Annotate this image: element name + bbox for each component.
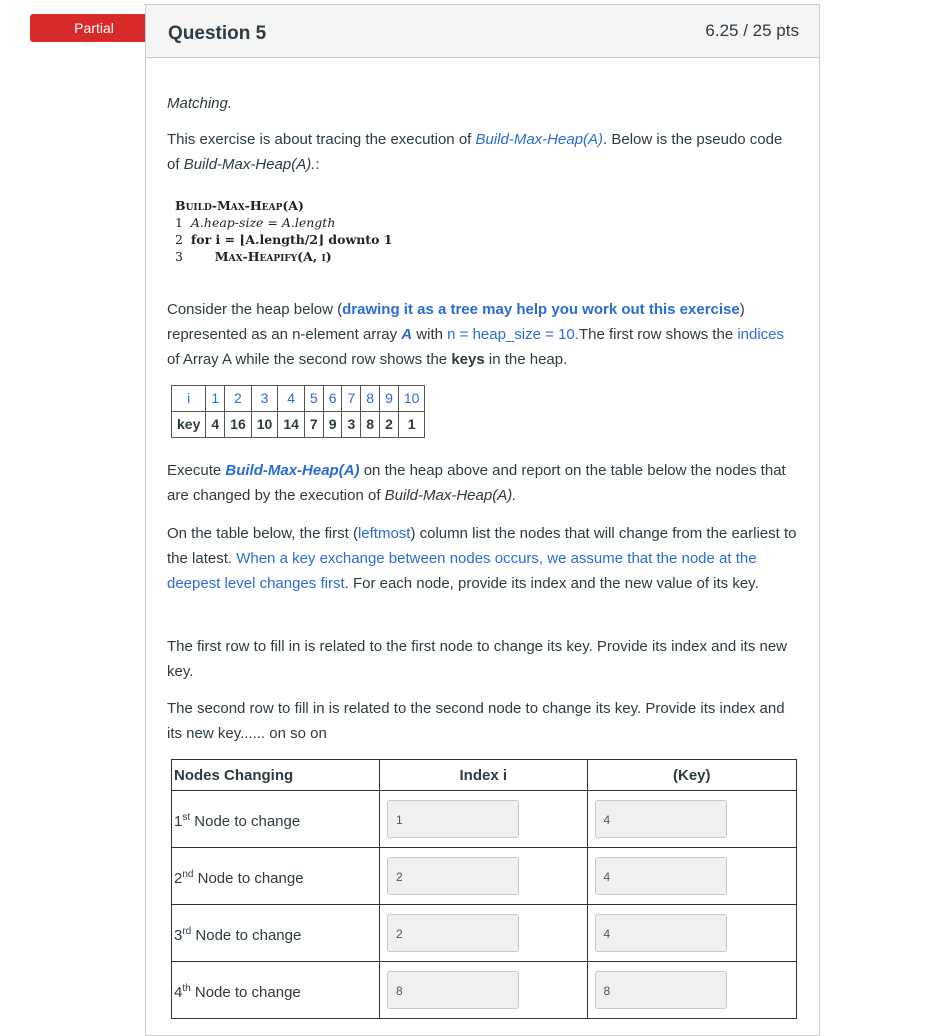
row-label: 3rd Node to change <box>172 905 380 962</box>
key-cell: 2 <box>380 412 399 438</box>
header-index: Index i <box>380 760 588 791</box>
answer-table <box>171 759 797 1019</box>
heap-index-row <box>172 386 425 412</box>
index-select[interactable]: 8 <box>387 971 519 1009</box>
ontable-paragraph: On the table below, the first (leftmost) column list the nodes that will change from the earliest to the latest. When a key exchange between nodes occurs, we assume that the node at the deepest level changes first. For each node, provide its index and the new value of its key. <box>167 525 797 592</box>
index-cell: 10 <box>398 386 425 412</box>
pseudocode-line: 2 for i = ⌊A.length/2⌋ downto 1 <box>175 232 393 247</box>
answer-row <box>172 791 797 848</box>
second-row-paragraph: The second row to fill in is related to the second node to change its key. Provide its index and its new key...... on so on <box>167 700 785 742</box>
key-select[interactable]: 8 <box>595 971 727 1009</box>
key-cell: 16 <box>225 412 252 438</box>
answer-row <box>172 962 797 1019</box>
index-label: i <box>172 386 206 412</box>
question-type: Matching. <box>167 95 233 112</box>
heap-key-row <box>172 412 425 438</box>
header-nodes-changing: Nodes Changing <box>172 760 380 791</box>
key-cell: 1 <box>398 412 425 438</box>
pseudocode-line: 1 A.heap-size = A.length <box>175 215 336 230</box>
index-select[interactable]: 2 <box>387 914 519 952</box>
key-cell: 14 <box>278 412 305 438</box>
key-cell: 7 <box>304 412 323 438</box>
key-select[interactable]: 4 <box>595 800 727 838</box>
intro-paragraph: This exercise is about tracing the execution of Build-Max-Heap(A). Below is the pseudo code of Build-Max-Heap(A).: <box>167 131 783 173</box>
index-cell: 4 <box>278 386 305 412</box>
first-row-paragraph: The first row to fill in is related to the first node to change its key. Provide its index and its new key. <box>167 638 788 680</box>
index-cell: 8 <box>361 386 380 412</box>
index-cell: 6 <box>323 386 342 412</box>
key-cell: 3 <box>342 412 361 438</box>
key-cell: 10 <box>251 412 278 438</box>
header-key: (Key) <box>587 760 796 791</box>
key-cell: 9 <box>323 412 342 438</box>
index-cell: 1 <box>206 386 225 412</box>
row-label: 1st Node to change <box>172 791 380 848</box>
question-card <box>145 4 820 1036</box>
question-title: Question 5 <box>168 23 267 44</box>
key-select[interactable]: 4 <box>595 914 727 952</box>
index-cell: 5 <box>304 386 323 412</box>
index-select[interactable]: 2 <box>387 857 519 895</box>
key-cell: 8 <box>361 412 380 438</box>
index-cell: 9 <box>380 386 399 412</box>
question-header <box>146 5 819 58</box>
question-points: 6.25 / 25 pts <box>705 21 799 40</box>
heap-array-table <box>171 385 425 438</box>
answer-header-row <box>172 760 797 791</box>
index-cell: 3 <box>251 386 278 412</box>
key-cell: 4 <box>206 412 225 438</box>
consider-paragraph: Consider the heap below (drawing it as a tree may help you work out this exercise) represented as an n-element array A with n = heap_size = 10.The first row shows the indices of Array A while the second row shows the keys in the heap. <box>167 301 785 368</box>
key-select[interactable]: 4 <box>595 857 727 895</box>
intro-link: Build-Max-Heap(A) <box>475 131 604 148</box>
pseudocode-title: Build-Max-Heap(A) <box>175 198 304 213</box>
execute-paragraph: Execute Build-Max-Heap(A) on the heap above and report on the table below the nodes that are changed by the execution of Build-Max-Heap(A). <box>167 462 786 504</box>
pseudocode-line: 3 Max-Heapify(A, i) <box>175 249 332 264</box>
index-cell: 7 <box>342 386 361 412</box>
row-label: 2nd Node to change <box>172 848 380 905</box>
index-cell: 2 <box>225 386 252 412</box>
row-label: 4th Node to change <box>172 962 380 1019</box>
index-select[interactable]: 1 <box>387 800 519 838</box>
key-label: key <box>172 412 206 438</box>
answer-row <box>172 848 797 905</box>
partial-status-tag: Partial <box>30 14 158 42</box>
pseudocode-block <box>175 197 392 265</box>
answer-row <box>172 905 797 962</box>
